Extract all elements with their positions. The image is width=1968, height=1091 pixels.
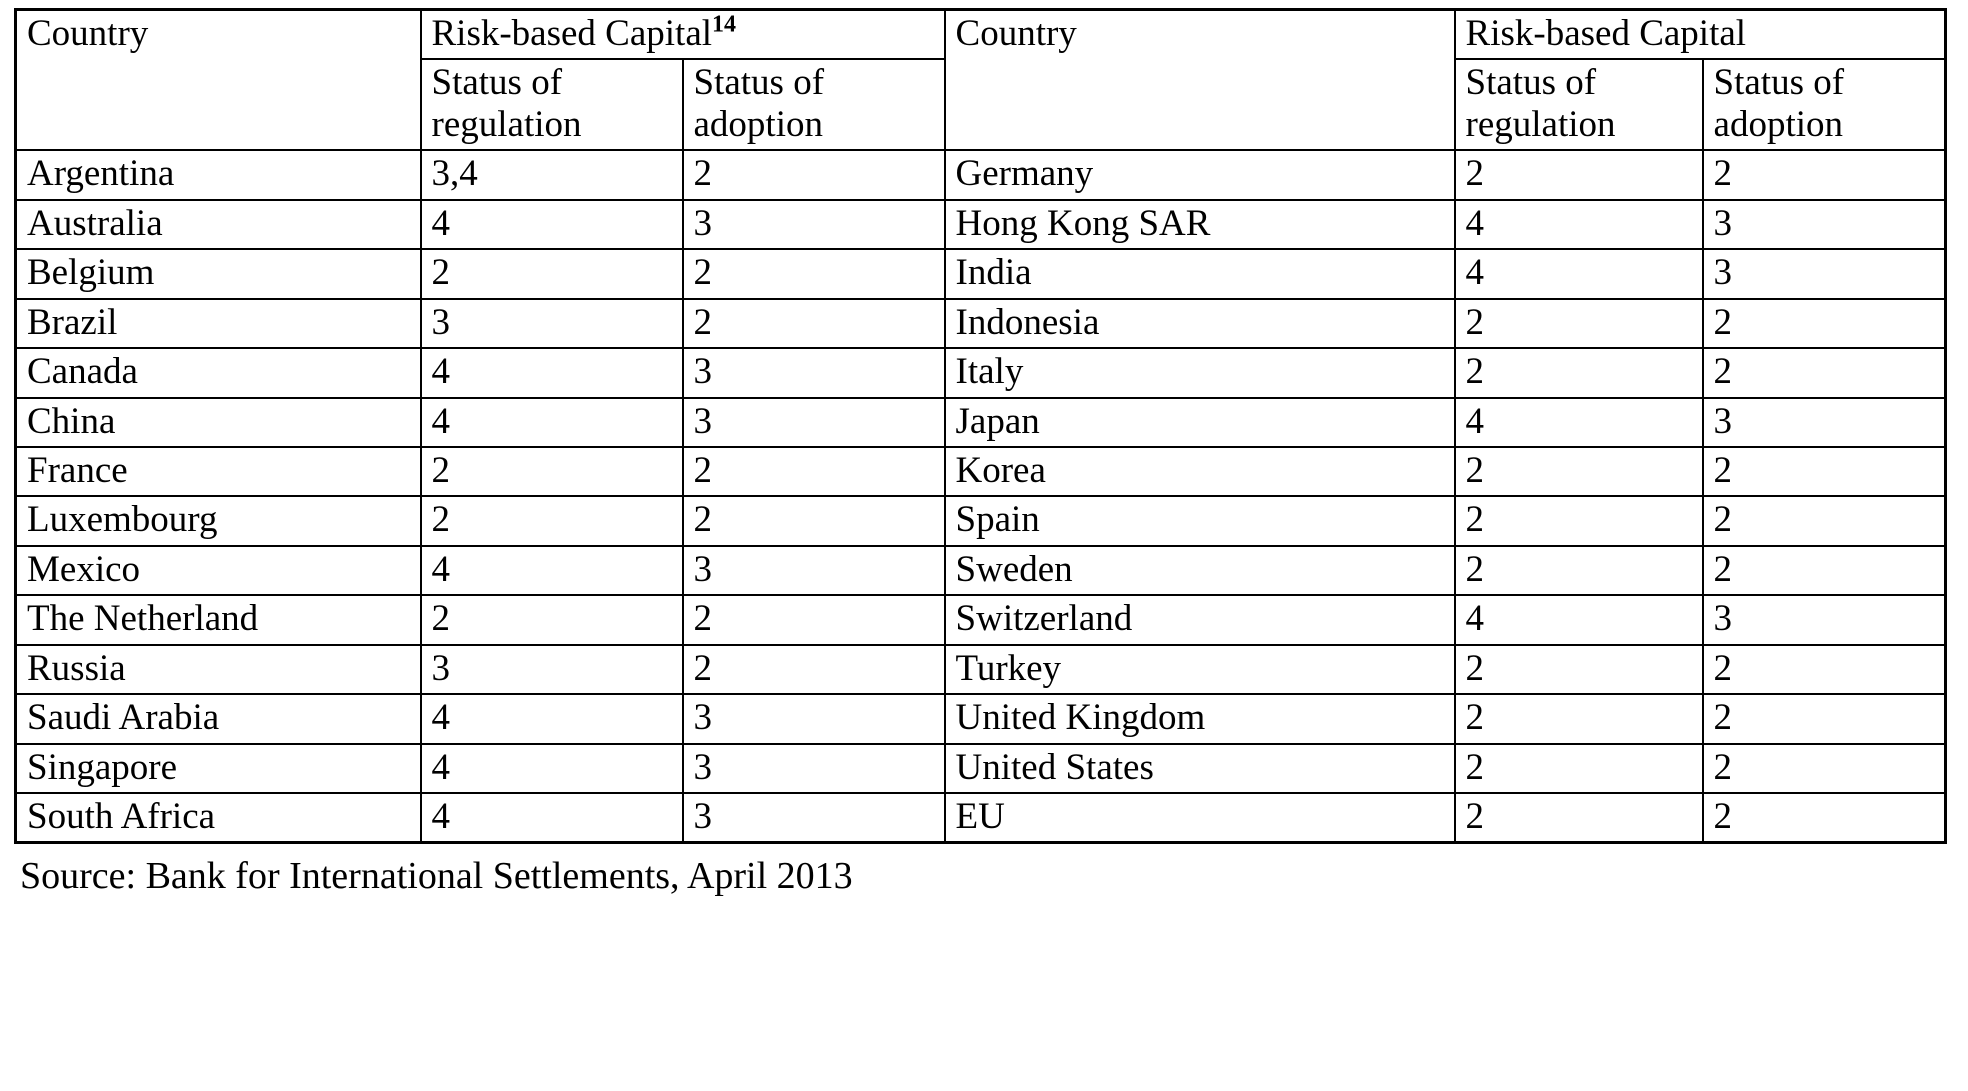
cell-country: Korea xyxy=(945,447,1455,496)
cell-country: Argentina xyxy=(16,150,421,199)
table-row xyxy=(16,744,1946,793)
cell-country: Saudi Arabia xyxy=(16,694,421,743)
cell-regulation: 2 xyxy=(1455,645,1703,694)
cell-adoption: 2 xyxy=(683,249,945,298)
cell-adoption: 2 xyxy=(1703,793,1946,843)
cell-regulation: 4 xyxy=(421,546,683,595)
cell-adoption: 2 xyxy=(1703,645,1946,694)
cell-country: South Africa xyxy=(16,793,421,843)
cell-country: Germany xyxy=(945,150,1455,199)
cell-country: Australia xyxy=(16,200,421,249)
table-row xyxy=(16,595,1946,644)
cell-country: Italy xyxy=(945,348,1455,397)
cell-regulation: 2 xyxy=(1455,496,1703,545)
cell-regulation: 2 xyxy=(1455,546,1703,595)
cell-adoption: 3 xyxy=(1703,398,1946,447)
cell-country: Luxembourg xyxy=(16,496,421,545)
cell-country: France xyxy=(16,447,421,496)
cell-regulation: 2 xyxy=(421,496,683,545)
table-header xyxy=(16,10,1946,151)
cell-regulation: 2 xyxy=(1455,447,1703,496)
cell-country: Indonesia xyxy=(945,299,1455,348)
cell-regulation: 3 xyxy=(421,645,683,694)
cell-adoption: 2 xyxy=(1703,694,1946,743)
cell-country: Belgium xyxy=(16,249,421,298)
cell-adoption: 3 xyxy=(683,398,945,447)
cell-adoption: 3 xyxy=(1703,249,1946,298)
header-risk-based-capital-right: Risk-based Capital xyxy=(1455,10,1946,60)
cell-country: Japan xyxy=(945,398,1455,447)
cell-regulation: 4 xyxy=(421,793,683,843)
cell-regulation: 2 xyxy=(421,595,683,644)
cell-country: Hong Kong SAR xyxy=(945,200,1455,249)
cell-adoption: 3 xyxy=(683,348,945,397)
cell-regulation: 4 xyxy=(1455,200,1703,249)
cell-regulation: 2 xyxy=(1455,348,1703,397)
cell-regulation: 2 xyxy=(421,447,683,496)
cell-country: China xyxy=(16,398,421,447)
table-row xyxy=(16,694,1946,743)
cell-adoption: 2 xyxy=(683,447,945,496)
cell-regulation: 2 xyxy=(1455,793,1703,843)
cell-adoption: 3 xyxy=(683,694,945,743)
cell-adoption: 2 xyxy=(1703,546,1946,595)
cell-adoption: 2 xyxy=(683,150,945,199)
table-row xyxy=(16,150,1946,199)
cell-country: Canada xyxy=(16,348,421,397)
table-row xyxy=(16,447,1946,496)
cell-regulation: 2 xyxy=(1455,150,1703,199)
header-risk-based-capital-left-label: Risk-based Capital xyxy=(431,13,713,54)
cell-country: The Netherland xyxy=(16,595,421,644)
cell-regulation: 2 xyxy=(421,249,683,298)
risk-based-capital-table xyxy=(14,8,1947,844)
cell-country: United Kingdom xyxy=(945,694,1455,743)
table-row xyxy=(16,398,1946,447)
cell-country: Mexico xyxy=(16,546,421,595)
header-risk-based-capital-left xyxy=(421,10,945,60)
cell-adoption: 2 xyxy=(1703,496,1946,545)
cell-adoption: 3 xyxy=(1703,595,1946,644)
cell-regulation: 4 xyxy=(1455,249,1703,298)
cell-adoption: 2 xyxy=(1703,744,1946,793)
cell-country: Brazil xyxy=(16,299,421,348)
cell-adoption: 2 xyxy=(683,645,945,694)
table-row xyxy=(16,546,1946,595)
header-row-main xyxy=(16,10,1946,60)
cell-country: Singapore xyxy=(16,744,421,793)
cell-adoption: 2 xyxy=(683,496,945,545)
cell-regulation: 3 xyxy=(421,299,683,348)
header-status-of-adoption-right: Status of adoption xyxy=(1703,59,1946,150)
footnote-marker: 14 xyxy=(712,11,737,38)
cell-regulation: 4 xyxy=(421,348,683,397)
cell-regulation: 2 xyxy=(1455,744,1703,793)
cell-country: United States xyxy=(945,744,1455,793)
cell-country: EU xyxy=(945,793,1455,843)
table-row xyxy=(16,200,1946,249)
cell-adoption: 3 xyxy=(683,546,945,595)
cell-adoption: 2 xyxy=(1703,150,1946,199)
table-row xyxy=(16,299,1946,348)
table-row xyxy=(16,645,1946,694)
cell-adoption: 2 xyxy=(683,595,945,644)
header-status-of-regulation-right: Status of regulation xyxy=(1455,59,1703,150)
cell-adoption: 2 xyxy=(1703,299,1946,348)
table-row xyxy=(16,249,1946,298)
header-status-of-regulation-left: Status of regulation xyxy=(421,59,683,150)
table-row xyxy=(16,348,1946,397)
cell-regulation: 4 xyxy=(1455,398,1703,447)
cell-adoption: 2 xyxy=(1703,348,1946,397)
cell-country: Switzerland xyxy=(945,595,1455,644)
table-body xyxy=(16,150,1946,843)
table-source-note: Source: Bank for International Settlements, April 2013 xyxy=(20,855,853,898)
cell-regulation: 4 xyxy=(1455,595,1703,644)
cell-regulation: 3,4 xyxy=(421,150,683,199)
cell-regulation: 4 xyxy=(421,398,683,447)
cell-adoption: 3 xyxy=(683,200,945,249)
cell-adoption: 2 xyxy=(683,299,945,348)
header-country-right: Country xyxy=(945,10,1455,151)
header-country-left: Country xyxy=(16,10,421,151)
cell-adoption: 3 xyxy=(1703,200,1946,249)
cell-regulation: 4 xyxy=(421,694,683,743)
cell-regulation: 4 xyxy=(421,744,683,793)
header-status-of-adoption-left: Status of adoption xyxy=(683,59,945,150)
cell-country: Spain xyxy=(945,496,1455,545)
cell-regulation: 4 xyxy=(421,200,683,249)
cell-country: India xyxy=(945,249,1455,298)
table-row xyxy=(16,793,1946,843)
cell-country: Russia xyxy=(16,645,421,694)
cell-adoption: 3 xyxy=(683,744,945,793)
cell-regulation: 2 xyxy=(1455,694,1703,743)
cell-country: Sweden xyxy=(945,546,1455,595)
cell-country: Turkey xyxy=(945,645,1455,694)
cell-adoption: 3 xyxy=(683,793,945,843)
table-row xyxy=(16,496,1946,545)
cell-adoption: 2 xyxy=(1703,447,1946,496)
cell-regulation: 2 xyxy=(1455,299,1703,348)
